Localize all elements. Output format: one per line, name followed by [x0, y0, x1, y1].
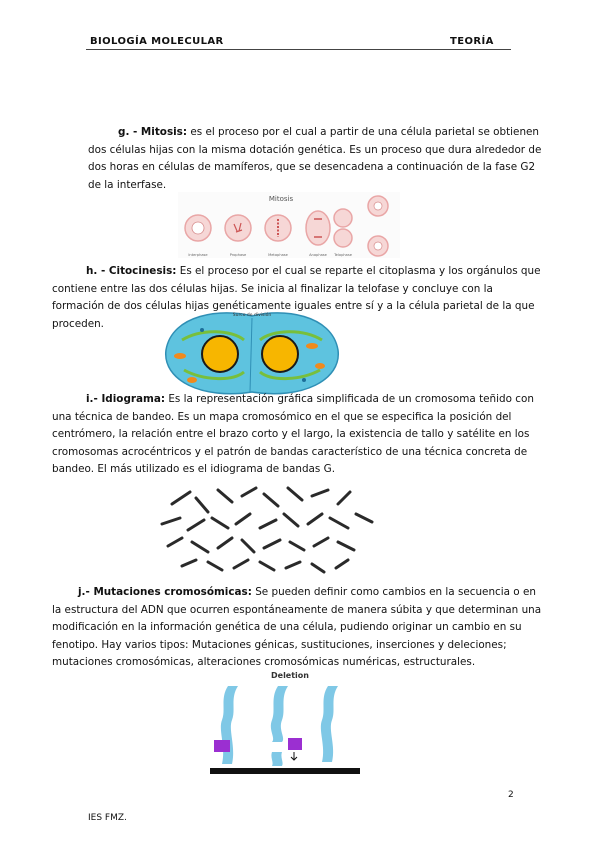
- anaphase-cell: [306, 211, 330, 245]
- chromosome-spread: [162, 488, 372, 572]
- deletion-title: Deletion: [271, 671, 309, 680]
- stage-label-telophase: Telophase: [334, 253, 352, 257]
- header-rule: [86, 49, 511, 50]
- paragraph-mitosis: [88, 124, 543, 194]
- chromosome-deleted: [321, 686, 338, 762]
- term-mitosis: g. - Mitosis:: [118, 126, 188, 138]
- stage-label-interphase: Interphase: [188, 253, 208, 257]
- karyotype-figure: [152, 484, 382, 576]
- paragraph-idiograma: [52, 391, 544, 479]
- term-citocinesis: h. - Citocinesis:: [86, 265, 177, 277]
- stage-label-metaphase: Metaphase: [268, 253, 288, 257]
- header-section-title: TEORÍA: [450, 36, 494, 47]
- prophase-cell: [225, 215, 251, 241]
- cytokinesis-figure: [162, 310, 342, 400]
- definition-citocinesis: Es el proceso por el cual se reparte el citoplasma y los orgánulos que contiene entre las dos células hijas. Se inicia al finalizar la telofase y concluye con la formación de dos células hijas genéticamente iguales entre sí y a la célula parietal de la que proceden.: [52, 265, 541, 330]
- definition-mutaciones: Se pueden definir como cambios en la secuencia o en la estructura del ADN que ocurren espontáneamente de manera súbita y que determinan una modificación en la información genética de una célula, pudiendo originar un cambio en su fenotipo. Hay varios tipos: Mutaciones génicas, sustituciones, inserciones y deleciones; mutaciones cromosómicas, alteraciones cromosómicas numéricas, estructurales.: [52, 586, 542, 668]
- stage-label-anaphase: Anaphase: [309, 253, 327, 257]
- stage-label-prophase: Prophase: [229, 253, 247, 257]
- mitosis-title: Mitosis: [268, 195, 294, 203]
- paragraph-mutaciones: [52, 584, 544, 672]
- page-number: 2: [508, 790, 514, 800]
- mitosis-figure: [178, 192, 400, 258]
- definition-mitosis: es el proceso por el cual a partir de una célula parietal se obtienen dos células hijas con la misma dotación genética. Es un proceso que dura alrededor de dos horas en células de mamíferos, que se desencadena a continuación de la fase G2 de la interfase.: [88, 126, 542, 191]
- footer-school: IES FMZ.: [88, 813, 127, 823]
- interphase-cell: [185, 215, 211, 241]
- chromosome-original: [214, 686, 238, 764]
- furrow-label: Surco de división: [232, 313, 272, 318]
- chromosome-breaking: [271, 686, 302, 766]
- metaphase-cell: [265, 215, 291, 241]
- definition-idiograma: Es la representación gráfica simplificada de un cromosoma teñido con una técnica de bandeo. Es un mapa cromosómico en el que se especifica la posición del centrómero, la relación entre el brazo corto y el largo, la existencia de tallo y satélite en los cromosomas acrocéntricos y el patrón de bandas característico de una técnica concreta de bandeo. El más utilizado es el idiograma de bandas G.: [52, 393, 534, 475]
- deleted-segment: [288, 738, 302, 750]
- nucleus-left: [202, 336, 238, 372]
- arrow-down-icon: [291, 752, 297, 760]
- term-idiograma: i.- Idiograma:: [86, 393, 166, 405]
- header-course-title: BIOLOGÍA MOLECULAR: [90, 36, 224, 47]
- deletion-figure: [210, 668, 370, 776]
- term-mutaciones: j.- Mutaciones cromosómicas:: [78, 586, 252, 598]
- nucleus-right: [262, 336, 298, 372]
